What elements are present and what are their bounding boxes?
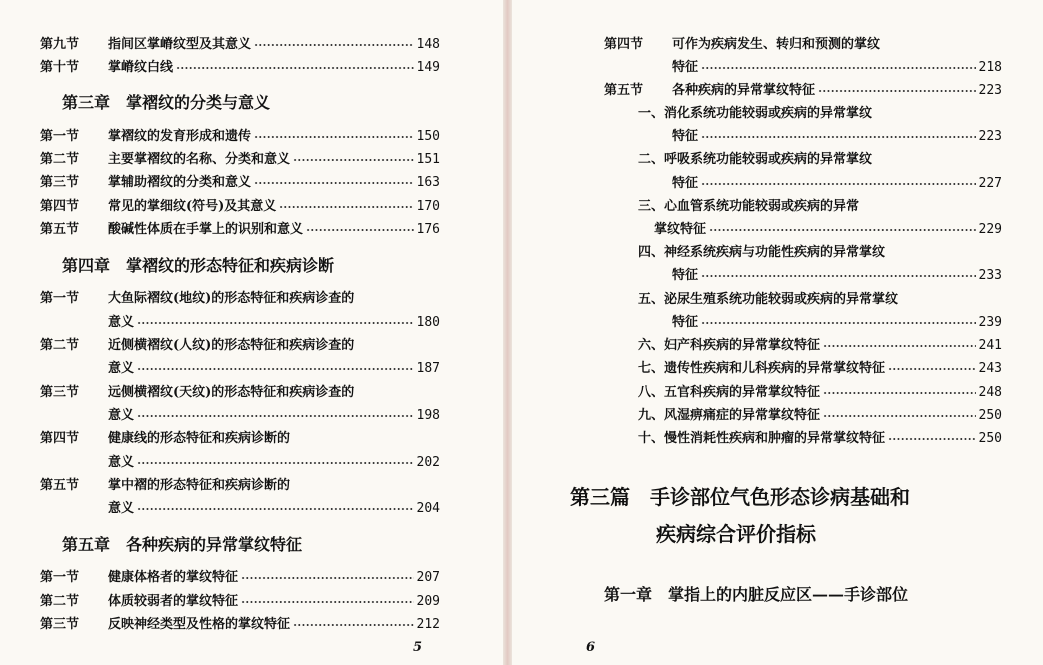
section-title: 掌辅助褶纹的分类和意义 xyxy=(108,175,252,190)
toc-item xyxy=(638,427,1002,450)
toc-item xyxy=(638,288,1002,311)
toc-entry-continued xyxy=(108,404,440,427)
book-gutter xyxy=(503,0,512,665)
section-title: 近侧横褶纹(人纹)的形态特征和疾病诊查的 xyxy=(108,338,355,353)
item-title-cont: 特征 xyxy=(672,268,699,283)
section-title: 酸碱性体质在手掌上的识别和意义 xyxy=(108,222,304,237)
section-title: 远侧横褶纹(天纹)的形态特征和疾病诊查的 xyxy=(108,385,355,400)
section-label: 第五节 xyxy=(604,83,644,98)
toc-entry xyxy=(40,287,440,310)
part-heading: 第三篇 手诊部位气色形态诊病基础和 xyxy=(570,485,910,509)
leader-dots xyxy=(823,411,976,421)
leader-dots xyxy=(254,178,414,188)
leader-dots xyxy=(823,388,976,398)
toc-entry xyxy=(604,79,1002,102)
toc-item xyxy=(638,404,1002,427)
toc-entry xyxy=(40,148,440,171)
toc-entry xyxy=(40,427,440,450)
toc-entry xyxy=(40,33,440,56)
section-title: 指间区掌嵴纹型及其意义 xyxy=(108,37,252,52)
chapter-heading: 第三章 掌褶纹的分类与意义 xyxy=(62,93,271,112)
section-title: 健康线的形态特征和疾病诊断的 xyxy=(108,431,291,446)
leader-dots xyxy=(137,411,414,421)
section-title: 大鱼际褶纹(地纹)的形态特征和疾病诊查的 xyxy=(108,291,355,306)
section-label: 第四节 xyxy=(40,199,80,214)
page-number: 207 xyxy=(416,570,440,585)
toc-item-continued xyxy=(654,218,1002,241)
item-title: 八、五官科疾病的异常掌纹特征 xyxy=(638,385,821,400)
page-folio: 6 xyxy=(586,640,596,655)
section-label: 第三节 xyxy=(40,175,80,190)
toc-entry xyxy=(40,590,440,613)
leader-dots xyxy=(701,271,976,281)
leader-dots xyxy=(241,597,414,607)
section-title: 主要掌褶纹的名称、分类和意义 xyxy=(108,152,291,167)
page-number: 229 xyxy=(978,222,1002,237)
page-number: 250 xyxy=(978,408,1002,423)
toc-item-continued xyxy=(672,125,1002,148)
chapter-heading: 第一章 掌指上的内脏反应区——手诊部位 xyxy=(604,585,909,604)
leader-dots xyxy=(823,341,976,351)
item-title-cont: 特征 xyxy=(672,315,699,330)
section-label: 第二节 xyxy=(40,152,80,167)
toc-entry xyxy=(40,613,440,636)
section-title: 掌嵴纹白线 xyxy=(108,60,174,75)
page-number: 198 xyxy=(416,408,440,423)
section-label: 第三节 xyxy=(40,617,80,632)
toc-item xyxy=(638,195,1002,218)
item-title: 七、遗传性疾病和儿科疾病的异常掌纹特征 xyxy=(638,361,886,376)
chapter-heading: 第五章 各种疾病的异常掌纹特征 xyxy=(62,535,303,554)
toc-item xyxy=(638,148,1002,171)
chapter-heading: 第四章 掌褶纹的形态特征和疾病诊断 xyxy=(62,256,335,275)
toc-item xyxy=(638,241,1002,264)
item-title: 二、呼吸系统功能较弱或疾病的异常掌纹 xyxy=(638,152,873,167)
page-number: 187 xyxy=(416,361,440,376)
page-number: 239 xyxy=(978,315,1002,330)
section-title: 反映神经类型及性格的掌纹特征 xyxy=(108,617,291,632)
leader-dots xyxy=(306,225,414,235)
leader-dots xyxy=(701,63,976,73)
page-number: 148 xyxy=(416,37,440,52)
toc-entry xyxy=(40,171,440,194)
page-number: 218 xyxy=(978,60,1002,75)
section-label: 第二节 xyxy=(40,338,80,353)
leader-dots xyxy=(137,458,414,468)
leader-dots xyxy=(137,364,414,374)
page-number: 227 xyxy=(978,176,1002,191)
section-title: 可作为疾病发生、转归和预测的掌纹 xyxy=(672,37,881,52)
page-number: 163 xyxy=(416,175,440,190)
toc-item xyxy=(638,334,1002,357)
leader-dots xyxy=(254,40,414,50)
toc-item-continued xyxy=(672,172,1002,195)
leader-dots xyxy=(818,86,976,96)
item-title: 五、泌尿生殖系统功能较弱或疾病的异常掌纹 xyxy=(638,292,899,307)
page-number: 223 xyxy=(978,129,1002,144)
page-number: 204 xyxy=(416,501,440,516)
toc-item xyxy=(638,381,1002,404)
page-number: 241 xyxy=(978,338,1002,353)
item-title: 十、慢性消耗性疾病和肿瘤的异常掌纹特征 xyxy=(638,431,886,446)
toc-item-continued xyxy=(672,264,1002,287)
section-title: 体质较弱者的掌纹特征 xyxy=(108,594,239,609)
page-number: 176 xyxy=(416,222,440,237)
page-number: 223 xyxy=(978,83,1002,98)
section-title: 健康体格者的掌纹特征 xyxy=(108,570,239,585)
section-label: 第五节 xyxy=(40,478,80,493)
section-label: 第四节 xyxy=(40,431,80,446)
leader-dots xyxy=(176,63,414,73)
item-title: 三、心血管系统功能较弱或疾病的异常 xyxy=(638,199,860,214)
section-title: 掌褶纹的发育形成和遗传 xyxy=(108,129,252,144)
section-label: 第一节 xyxy=(40,291,80,306)
section-label: 第一节 xyxy=(40,129,80,144)
leader-dots xyxy=(254,132,414,142)
leader-dots xyxy=(701,179,976,189)
toc-entry xyxy=(40,474,440,497)
toc-entry xyxy=(40,195,440,218)
page-number: 170 xyxy=(416,199,440,214)
toc-entry xyxy=(40,56,440,79)
leader-dots xyxy=(279,202,413,212)
section-label: 第九节 xyxy=(40,37,80,52)
page-number: 243 xyxy=(978,361,1002,376)
toc-entry xyxy=(40,125,440,148)
item-title: 一、消化系统功能较弱或疾病的异常掌纹 xyxy=(638,106,873,121)
leader-dots xyxy=(709,225,976,235)
item-title: 四、神经系统疾病与功能性疾病的异常掌纹 xyxy=(638,245,886,260)
toc-entry xyxy=(40,218,440,241)
leader-dots xyxy=(241,573,414,583)
section-title-cont: 意义 xyxy=(108,408,135,423)
section-label: 第四节 xyxy=(604,37,644,52)
right-page xyxy=(512,0,1043,665)
toc-entry-continued xyxy=(672,56,1002,79)
section-title-cont: 意义 xyxy=(108,361,135,376)
page-folio: 5 xyxy=(413,640,423,655)
leader-dots xyxy=(701,318,976,328)
leader-dots xyxy=(888,434,976,444)
leader-dots xyxy=(293,155,414,165)
page-number: 180 xyxy=(416,315,440,330)
page-number: 212 xyxy=(416,617,440,632)
page-number: 250 xyxy=(978,431,1002,446)
part-heading-continued: 疾病综合评价指标 xyxy=(656,522,816,546)
section-label: 第十节 xyxy=(40,60,80,75)
section-title-cont: 特征 xyxy=(672,60,699,75)
toc-entry-continued xyxy=(108,497,440,520)
leader-dots xyxy=(137,504,414,514)
section-title: 各种疾病的异常掌纹特征 xyxy=(672,83,816,98)
item-title-cont: 掌纹特征 xyxy=(654,222,707,237)
page-number: 248 xyxy=(978,385,1002,400)
section-label: 第二节 xyxy=(40,594,80,609)
item-title: 九、风湿痹痛症的异常掌纹特征 xyxy=(638,408,821,423)
item-title: 六、妇产科疾病的异常掌纹特征 xyxy=(638,338,821,353)
toc-item xyxy=(638,357,1002,380)
section-title-cont: 意义 xyxy=(108,501,135,516)
toc-entry xyxy=(40,381,440,404)
section-label: 第一节 xyxy=(40,570,80,585)
left-page xyxy=(0,0,503,665)
toc-entry-continued xyxy=(108,311,440,334)
section-title-cont: 意义 xyxy=(108,315,135,330)
section-label: 第五节 xyxy=(40,222,80,237)
section-title: 常见的掌细纹(符号)及其意义 xyxy=(108,199,277,214)
leader-dots xyxy=(137,318,414,328)
page-number: 233 xyxy=(978,268,1002,283)
toc-entry-continued xyxy=(108,357,440,380)
item-title-cont: 特征 xyxy=(672,176,699,191)
section-title-cont: 意义 xyxy=(108,455,135,470)
leader-dots xyxy=(701,132,976,142)
section-title: 掌中褶的形态特征和疾病诊断的 xyxy=(108,478,291,493)
leader-dots xyxy=(293,620,414,630)
item-title-cont: 特征 xyxy=(672,129,699,144)
toc-entry-continued xyxy=(108,451,440,474)
toc-entry xyxy=(40,566,440,589)
page-number: 151 xyxy=(416,152,440,167)
toc-entry xyxy=(40,334,440,357)
page-number: 149 xyxy=(416,60,440,75)
leader-dots xyxy=(888,364,976,374)
section-label: 第三节 xyxy=(40,385,80,400)
toc-item-continued xyxy=(672,311,1002,334)
page-number: 202 xyxy=(416,455,440,470)
toc-item xyxy=(638,102,1002,125)
page-number: 150 xyxy=(416,129,440,144)
page-number: 209 xyxy=(416,594,440,609)
toc-entry xyxy=(604,33,1002,56)
